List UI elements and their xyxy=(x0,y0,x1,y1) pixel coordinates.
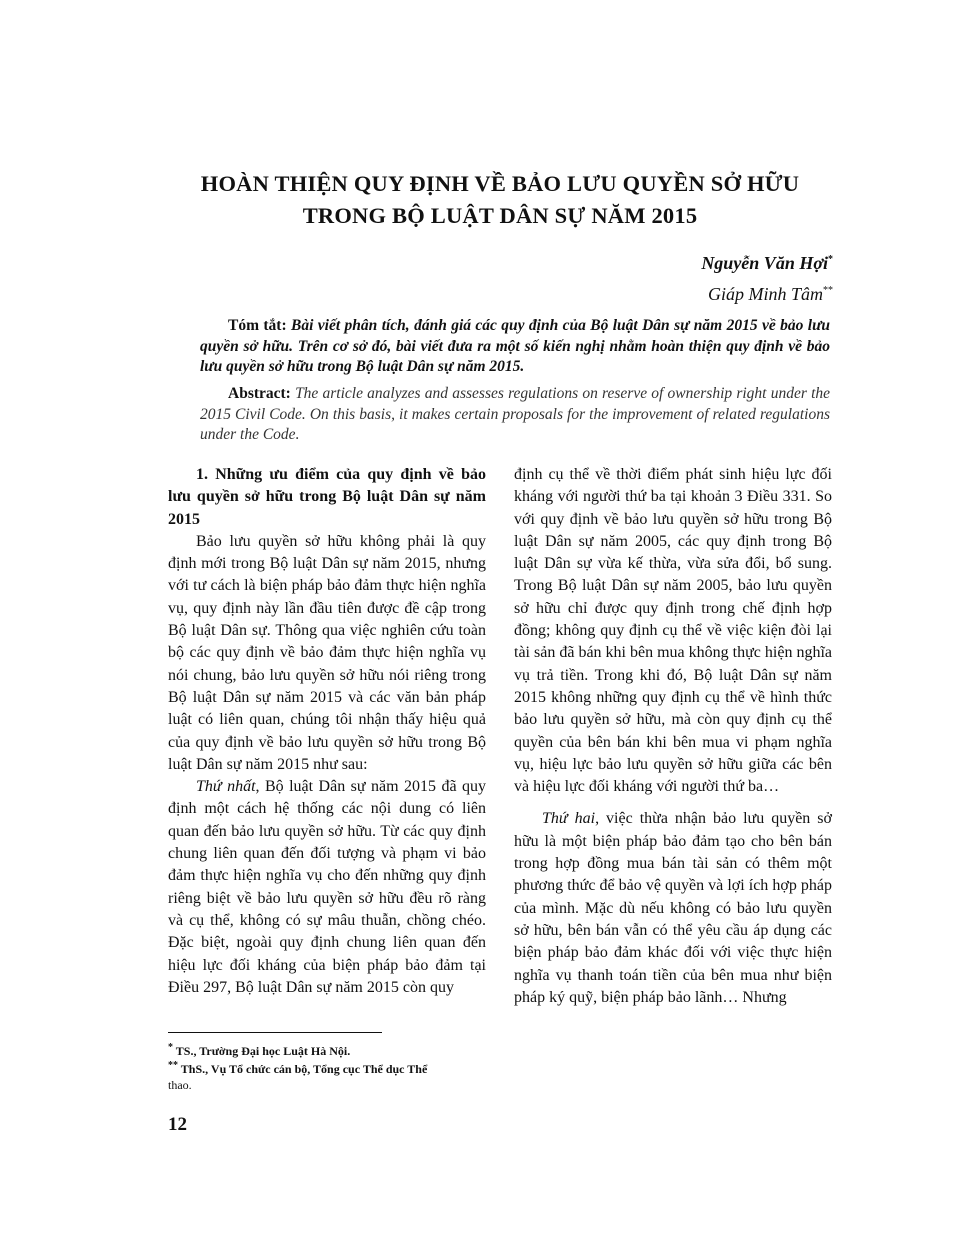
footnote-1-text: TS., Trường Đại học Luật Hà Nội. xyxy=(175,1044,351,1058)
abstract-en-text: The article analyzes and assesses regulations on reserve of ownership right under the 2015 Civil Code. On this basis, it makes certain proposals for the improvement of related regulations under the Code. xyxy=(200,385,831,443)
author-2-name: Giáp Minh Tâm xyxy=(707,284,823,304)
footnote-2-rest: thao. xyxy=(168,1078,192,1092)
footnote-2-mark: ** xyxy=(168,1060,178,1071)
page-number: 12 xyxy=(168,1114,187,1135)
section-1-paragraph-2 xyxy=(168,776,486,999)
author-2 xyxy=(701,277,833,308)
abstract-vi-text: Bài viết phân tích, đánh giá các quy định của Bộ luật Dân sự năm 2015 về bảo lưu quyền sở hữu. Trên cơ sở đó, bài viết đưa ra một số kiến nghị nhằm hoàn thiện quy định về bảo lưu quyền sở hữu trong Bộ luật Dân sự năm 2015. xyxy=(200,317,830,375)
body-column-left xyxy=(168,464,486,999)
author-1-mark: * xyxy=(828,254,833,265)
paragraph-2-text: , Bộ luật Dân sự năm 2015 đã quy định một cách hệ thống các nội dung có liên quan đến bảo lưu quyền sở hữu. Từ các quy định chung liên quan đến đối tượng và phạm vi bảo đảm thực hiện nghĩa vụ cho đến những quy định riêng biệt về bảo lưu quyền sở hữu đều rõ ràng và cụ thể, không có sự mâu thuẫn, chồng chéo. Đặc biệt, ngoài quy định chung liên quan đến hiệu lực đối kháng của biện pháp bảo đảm tại Điều 297, Bộ luật Dân sự năm 2015 còn quy xyxy=(168,778,486,996)
author-1 xyxy=(701,246,833,277)
paragraph-3-text: , việc thừa nhận bảo lưu quyền sở hữu là một biện pháp bảo đảm tạo cho bên bán trong hợp đồng mua bán tài sản có thêm một phương thức để bảo vệ quyền và lợi ích hợp pháp của mình. Mặc dù nếu không có bảo lưu quyền sở hữu, bên bán vẫn có thể yêu cầu áp dụng các biện pháp bảo đảm khác đối với việc thực hiện nghĩa vụ thanh toán tiền của bên mua như biện pháp ký quỹ, biện pháp bảo lãnh… Nhưng xyxy=(514,810,832,1006)
footnote-1 xyxy=(168,1040,488,1059)
author-2-mark: ** xyxy=(823,285,833,296)
body-column-right xyxy=(514,464,832,1009)
abstract-en-label: Abstract: xyxy=(228,385,291,402)
paragraph-3-lead: Thứ hai xyxy=(542,810,596,828)
footnote-2 xyxy=(168,1058,488,1093)
abstract-vietnamese xyxy=(200,316,830,378)
section-1-heading: 1. Những ưu điểm của quy định về bảo lưu quyền sở hữu trong Bộ luật Dân sự năm 2015 xyxy=(168,466,486,528)
title-line-2: TRONG BỘ LUẬT DÂN SỰ NĂM 2015 xyxy=(302,203,698,228)
author-list xyxy=(701,246,833,308)
section-1-paragraph-1: Bảo lưu quyền sở hữu không phải là quy định mới trong Bộ luật Dân sự năm 2015, nhưng với tư cách là biện pháp bảo đảm thực hiện nghĩa vụ, quy định này lần đầu tiên được đề cập trong Bộ luật Dân sự. Thông qua việc nghiên cứu toàn bộ các quy định về bảo đảm thực hiện nghĩa vụ nói chung, bảo lưu quyền sở hữu nói riêng trong Bộ luật Dân sự năm 2015 và các văn bản pháp luật có liên quan, chúng tôi nhận thấy hiệu quả của quy định về bảo lưu quyền sở hữu trong Bộ luật Dân sự năm 2015 như sau: xyxy=(168,532,486,773)
section-1-paragraph-3 xyxy=(514,808,832,1009)
section-1-paragraph-2-continued xyxy=(514,464,832,798)
abstract-vi-label: Tóm tắt: xyxy=(228,317,287,334)
footnote-2-text: ThS., Vụ Tổ chức cán bộ, Tổng cục Thể dục Thể xyxy=(180,1062,428,1076)
paragraph-2-text-continued: định cụ thể về thời điểm phát sinh hiệu lực đối kháng với người thứ ba tại khoản 3 Điều 331. So với quy định về bảo lưu quyền sở hữu trong Bộ luật Dân sự năm 2005, các quy định trong Bộ luật Dân sự vừa kế thừa, vừa sửa đổi, bổ sung. Trong Bộ luật Dân sự năm 2005, bảo lưu quyền sở hữu chỉ được quy định trong chế định hợp đồng; không quy định cụ thể về việc kiện đòi lại tài sản đã bán khi bên mua không thực hiện nghĩa vụ trả tiền. Trong khi đó, Bộ luật Dân sự năm 2015 không những quy định cụ thể về hình thức bảo lưu quyền sở hữu, mà còn quy định cụ thể quyền của bên bán khi bên mua vi phạm nghĩa vụ, hiệu lực bảo lưu quyền sở hữu giữa các bên và hiệu lực đối kháng với người thứ ba… xyxy=(514,466,832,796)
title-line-1: HOÀN THIỆN QUY ĐỊNH VỀ BẢO LƯU QUYỀN SỞ HỮU xyxy=(200,171,800,196)
footnote-1-mark: * xyxy=(168,1042,173,1053)
footnote-divider xyxy=(168,1032,382,1033)
paragraph-2-lead: Thứ nhất xyxy=(196,778,256,796)
article-title xyxy=(150,168,850,232)
abstract-english xyxy=(200,384,830,446)
author-1-name: Nguyễn Văn Hợi xyxy=(701,253,828,273)
